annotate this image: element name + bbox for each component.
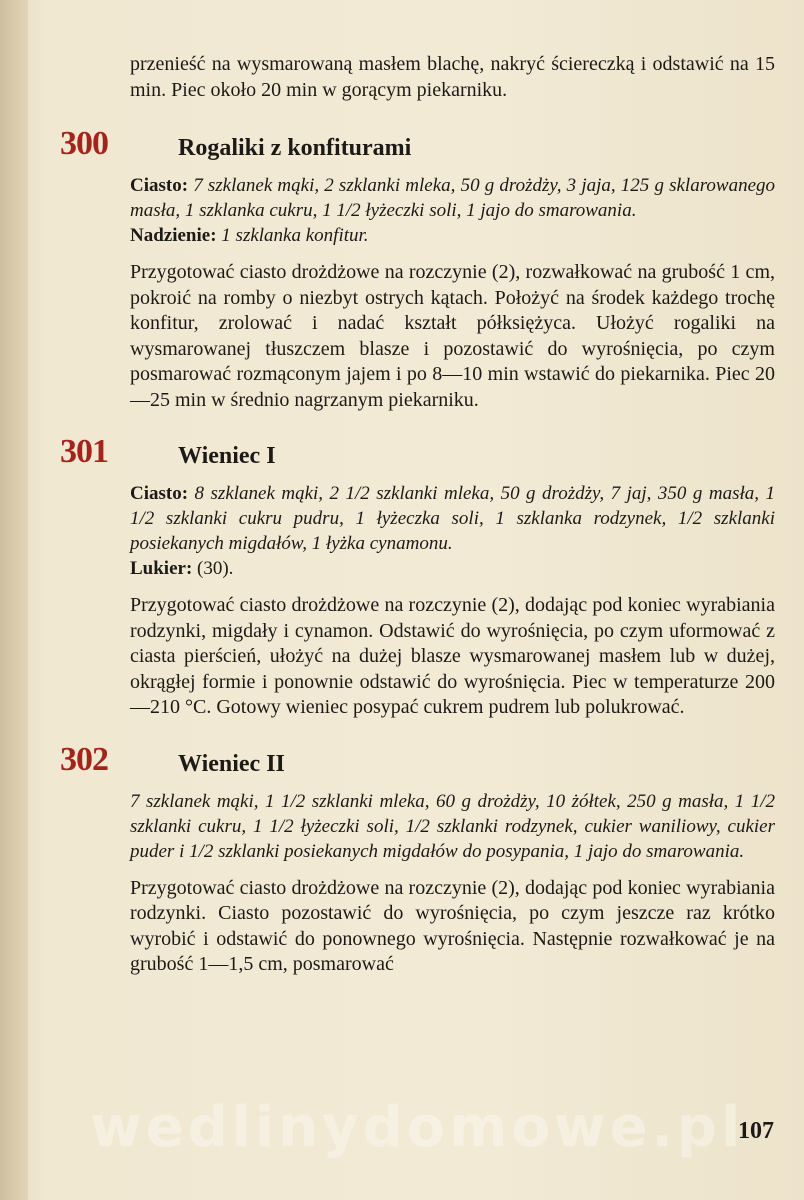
- ingredients-text: 1 szklanka konfitur.: [221, 225, 369, 246]
- ingredients-label: Nadzienie:: [130, 225, 217, 246]
- ingredients-label: Ciasto:: [130, 483, 189, 504]
- recipe-method: Przygotować ciasto drożdżowe na rozczynie (2), dodając pod koniec wyrabiania rodzynki. Ciasto pozostawić do wyrośnięcia, po czym jeszcze raz krótko wyrobić i odstawić do ponownego wyrośnięcia. Następnie rozwałkować je na grubość 1—1,5 cm, posmarować: [130, 876, 775, 975]
- recipe-title: Rogaliki z konfiturami: [178, 135, 412, 161]
- ingredients-label: Ciasto:: [130, 175, 189, 196]
- page-number: 107: [738, 1118, 774, 1144]
- recipe-number: 300: [60, 125, 108, 162]
- ingredients-text: 8 szklanek mąki, 2 1/2 szklanki mleka, 50 g drożdży, 7 jaj, 350 g masła, 1 1/2 szklanki cukru pudru, 1 łyżeczka soli, 1 szklanka rodzynek, 1/2 szklanki posiekanych migdałów, 1 łyżka cynamonu.: [130, 483, 775, 554]
- recipe-method: Przygotować ciasto drożdżowe na rozczynie (2), dodając pod koniec wyrabiania rodzynki, migdały i cynamon. Odstawić do wyrośnięcia, po czym uformować z ciasta pierścień, ułożyć na dużej blasze wysmarowanej masłem lub w dużej, okrągłej formie i ponownie odstawić do wyrośnięcia. Piec w temperaturze 200—210 °C. Gotowy wieniec posypać cukrem pudrem lub polukrować.: [130, 594, 775, 718]
- recipe-title: Wieniec II: [178, 750, 285, 777]
- ingredients-text: (30).: [197, 558, 234, 579]
- ingredients-icing: [130, 556, 775, 581]
- watermark: wedlinydomowe.pl: [90, 1095, 745, 1160]
- page-content: [60, 52, 776, 978]
- ingredients-list: [130, 789, 775, 864]
- intro-paragraph: przenieść na wysmarowaną masłem blachę, nakryć ściereczką i odstawić na 15 min. Piec około 20 min w gorącym piekarniku.: [130, 53, 775, 101]
- recipe-302: [60, 740, 775, 978]
- recipe-title: Wieniec I: [178, 443, 276, 469]
- recipe-method: Przygotować ciasto drożdżowe na rozczynie (2), rozwałkować na grubość 1 cm, pokroić na romby o niezbyt ostrych kątach. Położyć na środek każdego trochę konfitur, zrolować i nadać kształt półksiężyca. Ułożyć rogaliki na wysmarowanej tłuszczem blasze i pozostawić do wyrośnięcia, po czym posmarować rozmąconym jajem i po 8—10 min wstawić do piekarnika. Piec 20—25 min w średnio nagrzanym piekarniku.: [130, 261, 775, 411]
- recipe-301: [60, 433, 775, 721]
- ingredients-dough: [130, 481, 775, 556]
- ingredients-label: Lukier:: [130, 558, 193, 579]
- page-spine-shadow: [0, 0, 28, 1200]
- recipe-300: [60, 125, 776, 413]
- recipe-number: 302: [60, 740, 108, 778]
- ingredients-text: 7 szklanek mąki, 2 szklanki mleka, 50 g drożdży, 3 jaja, 125 g sklarowanego masła, 1 szklanka cukru, 1 1/2 łyżeczki soli, 1 jajo do smarowania.: [130, 175, 776, 221]
- recipe-number: 301: [60, 433, 108, 470]
- ingredients-text: 7 szklanek mąki, 1 1/2 szklanki mleka, 60 g drożdży, 10 żółtek, 250 g masła, 1 1/2 szklanki cukru, 1 1/2 łyżeczki soli, 1/2 szklanki rodzynek, cukier waniliowy, cukier puder i 1/2 szklanki posiekanych migdałów do posypania, 1 jajo do smarowania.: [130, 790, 775, 862]
- ingredients-filling: [130, 223, 775, 248]
- ingredients-dough: [130, 173, 775, 223]
